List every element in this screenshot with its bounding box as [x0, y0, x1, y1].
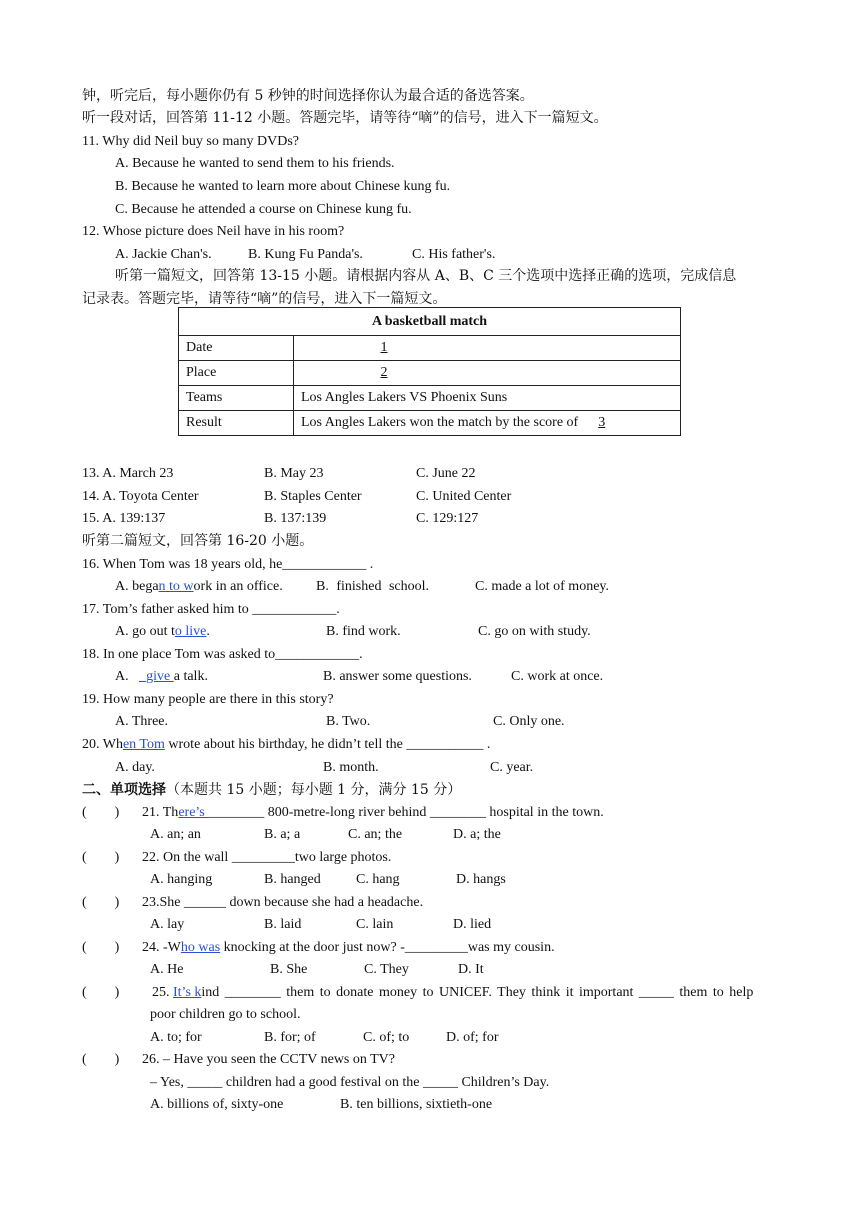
q22-option-a: A. hanging — [150, 872, 213, 887]
q15-option-b: B. 137:139 — [264, 511, 327, 526]
q19-option-b: B. Two. — [326, 714, 371, 729]
q12-stem: 12. Whose picture does Neil have in his room? — [82, 224, 345, 239]
teams-label: Teams — [179, 386, 294, 411]
q25-stem-link[interactable]: It’s k — [173, 985, 202, 1000]
q25-stem-text-end: ind ________ them to donate money to UNICEF. They think it important _____ them to help — [201, 985, 754, 1000]
q25-option-d: D. of; for — [446, 1030, 499, 1045]
q15-option-c: C. 129:127 — [416, 511, 479, 526]
q23-stem — [82, 894, 423, 912]
q12-option-c: C. His father's. — [412, 247, 496, 262]
q11-stem: 11. Why did Neil buy so many DVDs? — [82, 134, 299, 149]
q24-option-d: D. It — [458, 962, 484, 977]
q17-option-b: B. find work. — [326, 624, 401, 639]
q26-option-b: B. ten billions, sixtieth-one — [340, 1097, 493, 1112]
q11-option-b: B. Because he wanted to learn more about Chinese kung fu. — [115, 179, 451, 194]
q20-option-a: A. day. — [115, 760, 155, 775]
blank-2: 2 — [380, 365, 388, 380]
q22-option-c: C. hang — [356, 872, 400, 887]
q21-option-c: C. an; the — [348, 827, 403, 842]
q19-option-c: C. Only one. — [493, 714, 565, 729]
blank-1: 1 — [380, 340, 388, 355]
intro-line-1: 钟，听完后，每小题你仍有 5 秒钟的时间选择你认为最合适的备选答案。 — [82, 88, 534, 104]
q16-a-link[interactable]: n to w — [158, 579, 194, 594]
q24-option-c: C. They — [364, 962, 409, 977]
place-blank[interactable] — [294, 361, 681, 386]
section2-title: 二、单项选择 — [82, 782, 166, 798]
passage1-line-2: 记录表。答题完毕，请等待“嘀”的信号，进入下一篇短文。 — [82, 291, 447, 307]
record-table — [178, 307, 681, 436]
q24-stem-text: 24. -W — [142, 940, 181, 955]
place-label: Place — [179, 361, 294, 386]
section2-heading — [82, 781, 461, 799]
q26-stem-text: 26. – Have you seen the CCTV news on TV? — [142, 1052, 395, 1067]
q23-option-b: B. laid — [264, 917, 302, 932]
answer-paren[interactable]: ( ) — [82, 805, 120, 820]
q21-option-b: B. a; a — [264, 827, 301, 842]
q16-a-text: A. bega — [115, 579, 159, 594]
q17-option-a — [115, 623, 210, 641]
q20-option-b: B. month. — [323, 760, 379, 775]
q16-option-b: B. finished school. — [316, 579, 429, 594]
q18-a-link[interactable]: _give — [139, 669, 174, 684]
q17-option-c: C. go on with study. — [478, 624, 591, 639]
q18-stem: 18. In one place Tom was asked to____________. — [82, 647, 363, 662]
q24-stem — [82, 939, 555, 957]
table-row — [179, 411, 681, 436]
q23-stem-text: 23.She ______ down because she had a headache. — [142, 895, 424, 910]
q17-a-text-end: . — [206, 624, 210, 639]
q21-option-a: A. an; an — [150, 827, 201, 842]
q11-option-a: A. Because he wanted to send them to his friends. — [115, 156, 395, 171]
answer-paren[interactable]: ( ) — [82, 940, 120, 955]
answer-paren[interactable]: ( ) — [82, 895, 120, 910]
result-value: Los Angles Lakers won the match by the score of — [301, 415, 579, 430]
blank-3[interactable]: 3 — [598, 415, 606, 430]
q19-stem: 19. How many people are there in this story? — [82, 692, 334, 707]
q22-option-d: D. hangs — [456, 872, 506, 887]
q18-a-text-end: a talk. — [173, 669, 208, 684]
date-label: Date — [179, 336, 294, 361]
q18-option-a — [115, 668, 208, 686]
q24-stem-text-end: knocking at the door just now? -_________was my cousin. — [220, 940, 555, 955]
q22-stem — [82, 849, 391, 867]
q26-stem-line-2: – Yes, _____ children had a good festival on the _____ Children’s Day. — [150, 1075, 550, 1090]
q26-stem — [82, 1051, 395, 1069]
q16-option-c: C. made a lot of money. — [475, 579, 610, 594]
q14-option-a: 14. A. Toyota Center — [82, 489, 199, 504]
q16-stem: 16. When Tom was 18 years old, he____________ . — [82, 557, 374, 572]
q24-option-a: A. He — [150, 962, 184, 977]
q15-option-a: 15. A. 139:137 — [82, 511, 166, 526]
answer-paren[interactable]: ( ) — [82, 850, 120, 865]
q12-option-a: A. Jackie Chan's. — [115, 247, 212, 262]
q16-a-text-end: ork in an office. — [193, 579, 283, 594]
q17-a-text: A. go out t — [115, 624, 175, 639]
result-label: Result — [179, 411, 294, 436]
q21-stem — [82, 804, 604, 822]
q25-option-c: C. of; to — [363, 1030, 410, 1045]
table-row — [179, 336, 681, 361]
q25-stem-line-2: poor children go to school. — [150, 1007, 301, 1022]
q21-stem-text: 21. Th — [142, 805, 179, 820]
result-cell — [294, 411, 681, 436]
q20-stem-text: 20. Wh — [82, 737, 123, 752]
q17-stem: 17. Tom’s father asked him to ____________. — [82, 602, 340, 617]
intro-line-2: 听一段对话，回答第 11-12 小题。答题完毕，请等待“嘀”的信号，进入下一篇短文。 — [82, 110, 608, 126]
q25-option-a: A. to; for — [150, 1030, 202, 1045]
q20-stem-text-end: wrote about his birthday, he didn’t tell the ___________ . — [164, 737, 491, 752]
q25-stem — [82, 984, 753, 1002]
q24-stem-link[interactable]: ho was — [180, 940, 221, 955]
q19-option-a: A. Three. — [115, 714, 168, 729]
q25-option-b: B. for; of — [264, 1030, 316, 1045]
answer-paren[interactable]: ( ) — [82, 985, 120, 1000]
q14-option-c: C. United Center — [416, 489, 512, 504]
q12-option-b: B. Kung Fu Panda's. — [248, 247, 363, 262]
passage1-line-1: 听第一篇短文，回答第 13-15 小题。请根据内容从 A、B、C 三个选项中选择正确的选项，完成信息 — [115, 268, 737, 284]
q13-option-c: C. June 22 — [416, 466, 476, 481]
q20-stem — [82, 736, 490, 754]
q14-option-b: B. Staples Center — [264, 489, 362, 504]
q21-stem-text-end: ________ 800-metre-long river behind ________ hospital in the town. — [208, 805, 604, 820]
q16-option-a — [115, 578, 283, 596]
q23-option-c: C. lain — [356, 917, 394, 932]
q18-a-text: A. — [115, 669, 140, 684]
passage2-instruction: 听第二篇短文，回答第 16-20 小题。 — [82, 533, 314, 549]
table-row — [179, 361, 681, 386]
q18-option-c: C. work at once. — [511, 669, 604, 684]
q21-option-d: D. a; the — [453, 827, 501, 842]
q20-option-c: C. year. — [490, 760, 534, 775]
q26-option-a: A. billions of, sixty-one — [150, 1097, 284, 1112]
q24-option-b: B. She — [270, 962, 308, 977]
q20-stem-link[interactable]: en Tom — [122, 737, 165, 752]
q25-stem-text: 25. — [152, 985, 173, 1000]
answer-paren[interactable]: ( ) — [82, 1052, 120, 1067]
teams-value: Los Angles Lakers VS Phoenix Suns — [294, 386, 681, 411]
record-table-title: A basketball match — [179, 308, 681, 336]
q18-option-b: B. answer some questions. — [323, 669, 472, 684]
q23-option-a: A. lay — [150, 917, 185, 932]
section2-note: （本题共 15 小题；每小题 1 分，满分 15 分） — [166, 782, 462, 798]
q22-option-b: B. hanged — [264, 872, 321, 887]
q13-option-a: 13. A. March 23 — [82, 466, 174, 481]
q17-a-link[interactable]: o live — [174, 624, 207, 639]
q11-option-c: C. Because he attended a course on Chinese kung fu. — [115, 202, 412, 217]
date-blank[interactable] — [294, 336, 681, 361]
table-row — [179, 386, 681, 411]
q22-stem-text: 22. On the wall _________two large photos. — [142, 850, 392, 865]
q21-stem-link[interactable]: ere’s — [178, 805, 209, 820]
q13-option-b: B. May 23 — [264, 466, 324, 481]
q23-option-d: D. lied — [453, 917, 492, 932]
